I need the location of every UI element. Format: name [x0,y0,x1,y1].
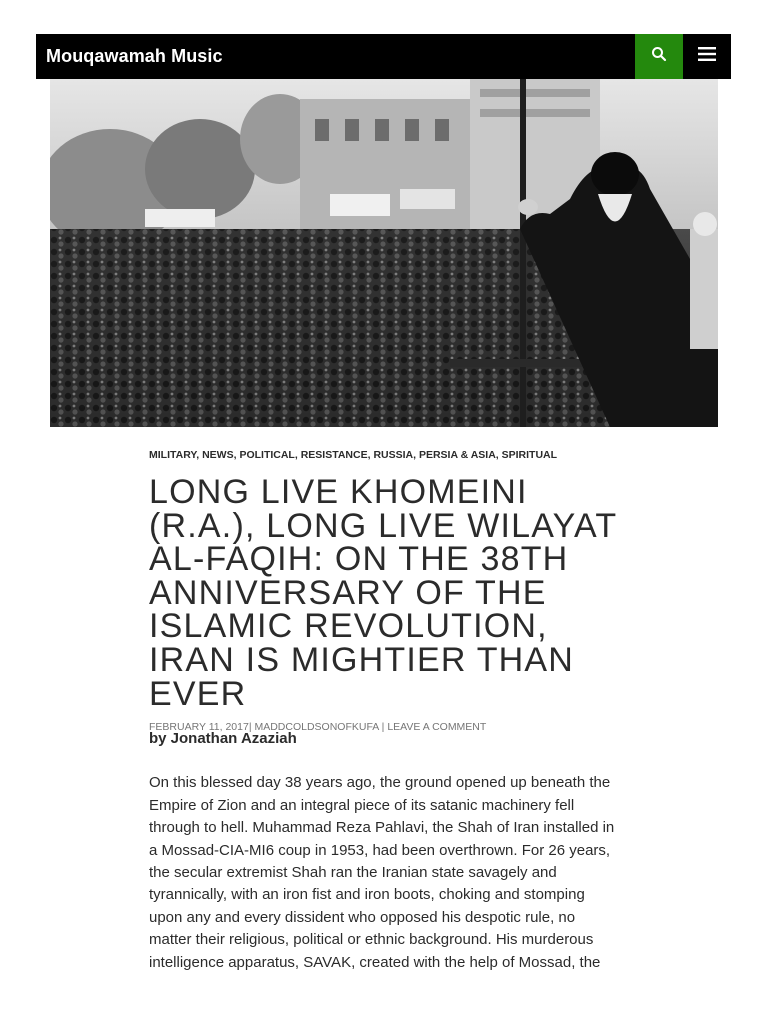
category-link-resistance[interactable]: RESISTANCE [300,449,368,461]
post-byline: by Jonathan Azaziah [149,730,297,747]
post-date-link[interactable]: FEBRUARY 11, 2017 [149,721,249,734]
category-link-russia-persia-asia[interactable]: RUSSIA, PERSIA & ASIA [373,449,496,461]
search-icon [651,46,667,67]
post-author-link[interactable]: MADDCOLDSONOFKUFA [254,721,379,734]
entry-content [149,728,621,974]
site-title[interactable]: Mouqawamah Music [46,46,223,66]
menu-icon [698,47,716,66]
photo-illustration [50,79,718,427]
category-link-news[interactable]: NEWS [202,449,234,461]
site-header [36,34,731,79]
featured-image[interactable] [50,79,718,427]
entry-header [149,448,629,733]
leave-comment-link[interactable]: LEAVE A COMMENT [387,721,487,734]
search-button[interactable] [635,34,683,79]
post-title: LONG LIVE KHOMEINI (R.A.), LONG LIVE WILAYAT AL-FAQIH: ON THE 38TH ANNIVERSARY OF THE ISLAMIC REVOLUTION, IRAN IS MIGHTIER THAN EVER [149,473,617,713]
category-link-military[interactable]: MILITARY [149,449,197,461]
post-paragraph: On this blessed day 38 years ago, the ground opened up beneath the Empire of Zion and an integral piece of its satanic machinery fell through to hell. Muhammad Reza Pahlavi, the Shah of Iran installed in a Mossad-CIA-MI6 coup in 1953, had been overthrown. For 26 years, the secular extremist Shah ran the Iranian state savagely and tyrannically, with an iron fist and iron boots, choking and stomping upon any and every dissident who opposed his despotic rule, no matter their religious, political or ethnic background. His murderous intelligence apparatus, SAVAK, created with the help of Mossad, the [149,774,615,971]
meta-separator: | [378,721,388,734]
category-link-political[interactable]: POLITICAL [239,449,295,461]
meta-separator: | [248,721,255,734]
menu-button[interactable] [683,34,731,79]
category-link-spiritual[interactable]: SPIRITUAL [501,449,558,461]
category-links: MILITARY, NEWS, POLITICAL, RESISTANCE, RUSSIA, PERSIA & ASIA, SPIRITUAL [149,449,558,461]
